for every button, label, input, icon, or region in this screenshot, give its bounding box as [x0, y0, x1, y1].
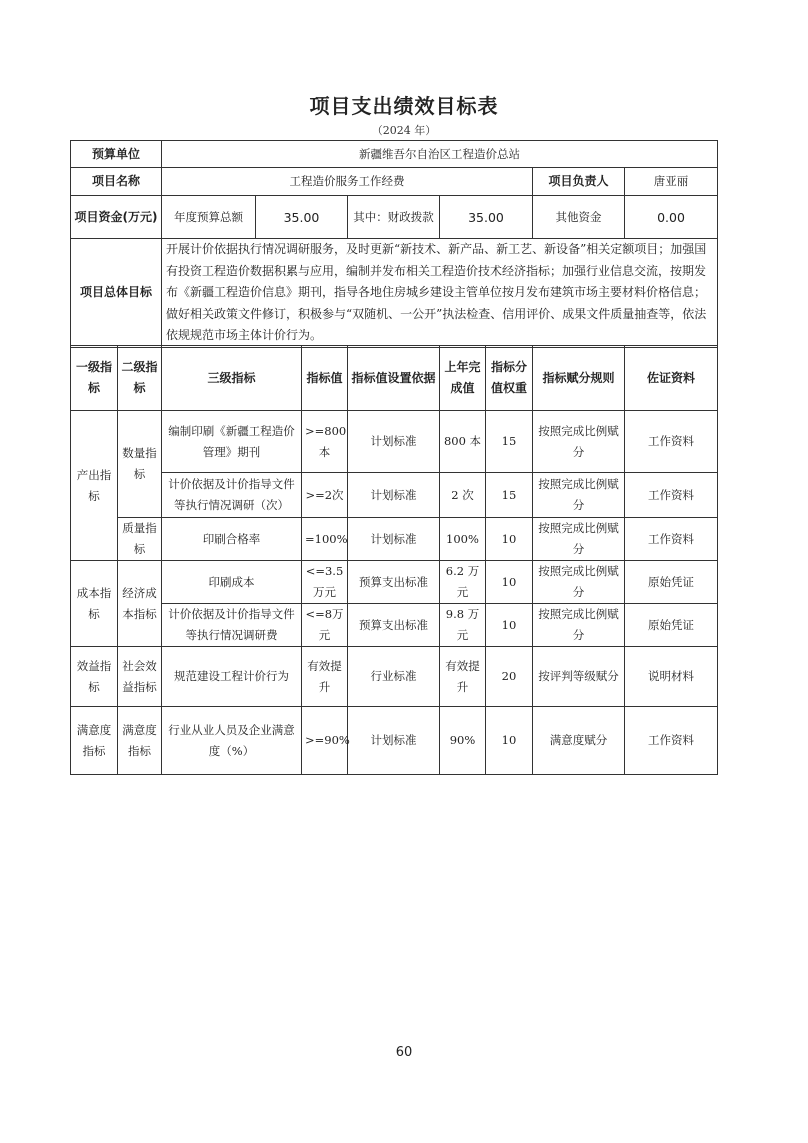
- last-year-cell: 9.8 万元: [440, 604, 486, 647]
- header-cell: 二级指标: [118, 346, 162, 411]
- rule-cell: 按照完成比例赋分: [533, 411, 625, 473]
- last-year-cell: 有效提升: [440, 647, 486, 707]
- weight-cell: 10: [486, 518, 533, 561]
- last-year-cell: 6.2 万元: [440, 561, 486, 604]
- level2-cell: 质量指标: [118, 518, 162, 561]
- level3-cell: 行业从业人员及企业满意度（%）: [162, 707, 302, 775]
- level1-cell: 产出指标: [71, 411, 118, 561]
- evidence-cell: 工作资料: [625, 707, 718, 775]
- weight-cell: 20: [486, 647, 533, 707]
- rule-cell: 按照完成比例赋分: [533, 604, 625, 647]
- project-name-label: 项目名称: [71, 168, 162, 196]
- project-info-table: [70, 140, 718, 348]
- year-label: （2024 年）: [371, 124, 437, 137]
- header-cell: 一级指标: [71, 346, 118, 411]
- weight-cell: 10: [486, 561, 533, 604]
- evidence-cell: 原始凭证: [625, 604, 718, 647]
- last-year-cell: 100%: [440, 518, 486, 561]
- table-row: [71, 518, 718, 561]
- last-year-cell: 2 次: [440, 473, 486, 518]
- last-year-cell: 90%: [440, 707, 486, 775]
- header-cell: 上年完成值: [440, 346, 486, 411]
- value-cell: <=3.5万元: [302, 561, 348, 604]
- header-row: [71, 346, 718, 411]
- basis-cell: 预算支出标准: [348, 561, 440, 604]
- fiscal-value: 35.00: [440, 196, 533, 239]
- evidence-cell: 工作资料: [625, 518, 718, 561]
- page-number: 60: [395, 1045, 413, 1060]
- level3-cell: 计价依据及计价指导文件等执行情况调研（次）: [162, 473, 302, 518]
- fiscal-label: 其中：财政拨款: [348, 196, 440, 239]
- rule-cell: 按评判等级赋分: [533, 647, 625, 707]
- indicator-table: [70, 345, 718, 775]
- table-row: [71, 647, 718, 707]
- basis-cell: 行业标准: [348, 647, 440, 707]
- evidence-cell: 工作资料: [625, 473, 718, 518]
- table-row: [71, 707, 718, 775]
- level1-cell: 满意度指标: [71, 707, 118, 775]
- header-cell: 指标赋分规则: [533, 346, 625, 411]
- other-funds-value: 0.00: [625, 196, 718, 239]
- overall-goal-text: 开展计价依据执行情况调研服务，及时更新“新技术、新产品、新工艺、新设备”相关定额项目；加强国有投资工程造价数据积累与应用，编制并发布相关工程造价技术经济指标；加强行业信息交流，按期发布《新疆工程造价信息》期刊，指导各地住房城乡建设主管单位按月发布建筑市场主要材料价格信息；做好相关政策文件修订，积极参与“双随机、一公开”执法检查、信用评价、成果文件质量抽查等，依法依规规范市场主体计价行为。: [162, 239, 718, 348]
- level2-cell: 满意度指标: [118, 707, 162, 775]
- level1-cell: 效益指标: [71, 647, 118, 707]
- value-cell: >=800本: [302, 411, 348, 473]
- page-title: 项目支出绩效目标表: [309, 94, 499, 118]
- rule-cell: 按照完成比例赋分: [533, 561, 625, 604]
- evidence-cell: 工作资料: [625, 411, 718, 473]
- level1-cell: 成本指标: [71, 561, 118, 647]
- header-cell: 指标值设置依据: [348, 346, 440, 411]
- table-row: [71, 604, 718, 647]
- table-row: [71, 411, 718, 473]
- weight-cell: 15: [486, 473, 533, 518]
- level3-cell: 印刷成本: [162, 561, 302, 604]
- basis-cell: 计划标准: [348, 707, 440, 775]
- header-cell: 佐证资料: [625, 346, 718, 411]
- table-row: [71, 561, 718, 604]
- weight-cell: 10: [486, 707, 533, 775]
- value-cell: >=90%: [302, 707, 348, 775]
- budget-unit-label: 预算单位: [71, 141, 162, 168]
- level2-cell: 数量指标: [118, 411, 162, 518]
- header-cell: 指标值: [302, 346, 348, 411]
- level3-cell: 印刷合格率: [162, 518, 302, 561]
- leader-label: 项目负责人: [533, 168, 625, 196]
- last-year-cell: 800 本: [440, 411, 486, 473]
- header-cell: 指标分值权重: [486, 346, 533, 411]
- level3-cell: 计价依据及计价指导文件等执行情况调研费: [162, 604, 302, 647]
- other-funds-label: 其他资金: [533, 196, 625, 239]
- basis-cell: 计划标准: [348, 473, 440, 518]
- project-name-value: 工程造价服务工作经费: [162, 168, 533, 196]
- budget-unit-value: 新疆维吾尔自治区工程造价总站: [162, 141, 718, 168]
- rule-cell: 满意度赋分: [533, 707, 625, 775]
- overall-goal-label: 项目总体目标: [71, 239, 162, 348]
- basis-cell: 预算支出标准: [348, 604, 440, 647]
- level3-cell: 规范建设工程计价行为: [162, 647, 302, 707]
- level2-cell: 经济成本指标: [118, 561, 162, 647]
- table-row: [71, 473, 718, 518]
- value-cell: <=8万元: [302, 604, 348, 647]
- annual-budget-value: 35.00: [256, 196, 348, 239]
- leader-value: 唐亚丽: [625, 168, 718, 196]
- evidence-cell: 原始凭证: [625, 561, 718, 604]
- weight-cell: 10: [486, 604, 533, 647]
- value-cell: >=2次: [302, 473, 348, 518]
- basis-cell: 计划标准: [348, 411, 440, 473]
- annual-budget-label: 年度预算总额: [162, 196, 256, 239]
- rule-cell: 按照完成比例赋分: [533, 518, 625, 561]
- value-cell: 有效提升: [302, 647, 348, 707]
- basis-cell: 计划标准: [348, 518, 440, 561]
- level3-cell: 编制印刷《新疆工程造价管理》期刊: [162, 411, 302, 473]
- value-cell: =100%: [302, 518, 348, 561]
- weight-cell: 15: [486, 411, 533, 473]
- evidence-cell: 说明材料: [625, 647, 718, 707]
- level2-cell: 社会效益指标: [118, 647, 162, 707]
- header-cell: 三级指标: [162, 346, 302, 411]
- rule-cell: 按照完成比例赋分: [533, 473, 625, 518]
- funds-label: 项目资金(万元): [71, 196, 162, 239]
